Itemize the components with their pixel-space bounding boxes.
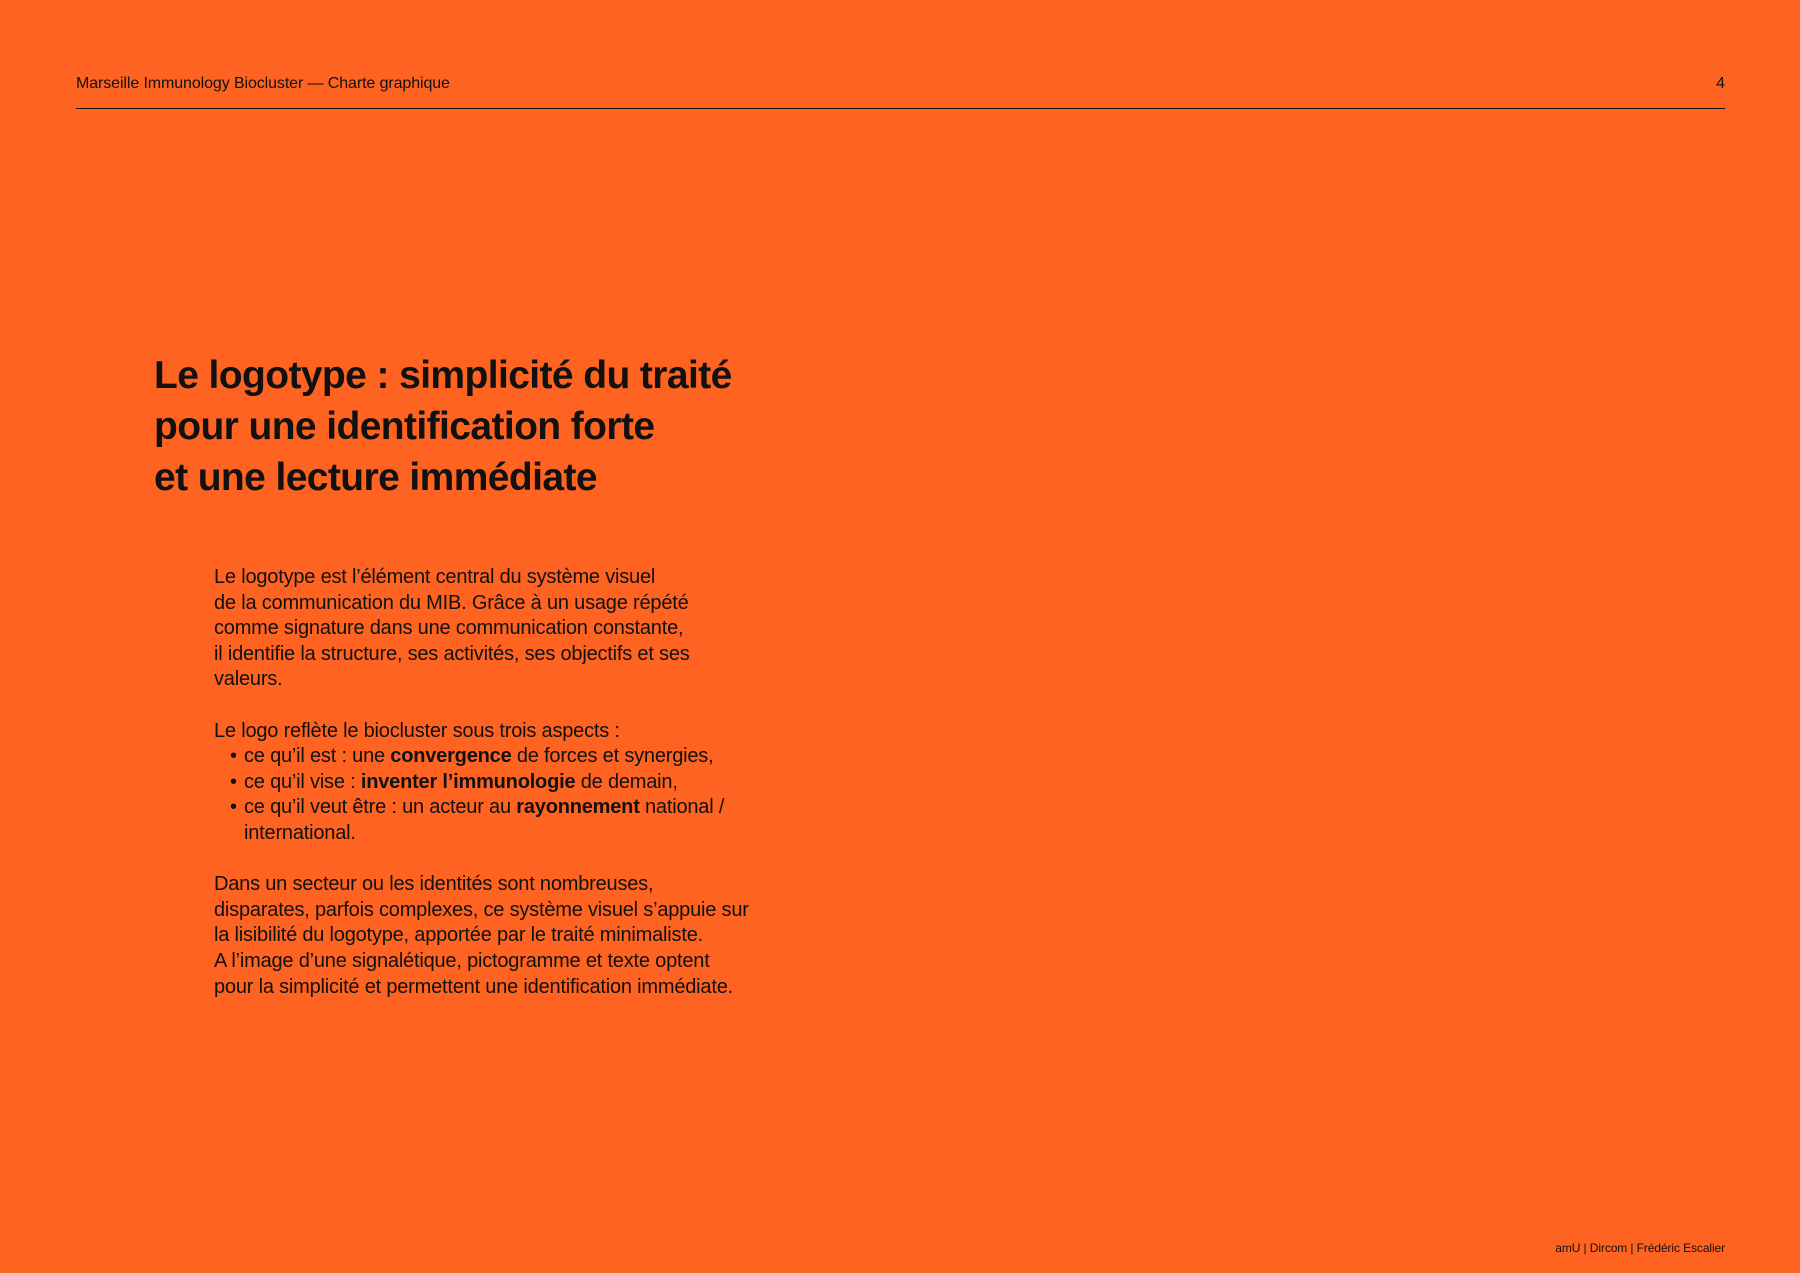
document-header-title: Marseille Immunology Biocluster — Charte graphique [76, 75, 450, 92]
heading-line: pour une identification forte [154, 405, 655, 448]
bullet-emphasis: inventer l’immunologie [360, 770, 576, 793]
heading-line: Le logotype : simplicité du traité [154, 354, 732, 397]
paragraph-line: Dans un secteur ou les identités sont nombreuses, [214, 873, 654, 896]
paragraph-line: de la communication du MIB. Grâce à un usage répété [214, 591, 689, 614]
bullet-icon: • [230, 745, 237, 768]
intro-paragraph [214, 565, 834, 693]
bullet-text: de demain, [575, 770, 678, 793]
paragraph-line: pour la simplicité et permettent une identification immédiate. [214, 975, 733, 998]
bullet-item [214, 744, 834, 770]
paragraph-spacer [214, 847, 834, 873]
bullet-emphasis: convergence [390, 745, 512, 768]
bullet-item [214, 795, 834, 821]
page-heading [154, 350, 874, 503]
bullet-item [214, 770, 834, 796]
paragraph-line: il identifie la structure, ses activités, ses objectifs et ses [214, 642, 690, 665]
bullet-emphasis: rayonnement [516, 796, 640, 819]
bullet-text: ce qu’il veut être : un acteur au [244, 796, 517, 819]
paragraph-line: Le logotype est l’élément central du système visuel [214, 566, 656, 588]
page-number: 4 [1716, 75, 1725, 92]
paragraph-line: A l’image d’une signalétique, pictogramme et texte optent [214, 949, 710, 972]
bullet-text: ce qu’il vise : [244, 770, 361, 793]
bullet-continuation: international. [244, 821, 356, 844]
paragraph-spacer [214, 693, 834, 719]
heading-line: et une lecture immédiate [154, 456, 597, 499]
conclusion-paragraph [214, 872, 834, 1000]
bullet-text: de forces et synergies, [511, 745, 714, 768]
bullet-icon: • [230, 770, 237, 793]
paragraph-line: comme signature dans une communication constante, [214, 617, 684, 640]
bullet-text: ce qu’il est : une [244, 745, 391, 768]
paragraph-line: disparates, parfois complexes, ce système visuel s’appuie sur [214, 898, 749, 921]
paragraph-line: la lisibilité du logotype, apportée par le traité minimaliste. [214, 924, 703, 947]
bullet-icon: • [230, 796, 237, 819]
paragraph-line: valeurs. [214, 668, 283, 691]
header-divider [76, 108, 1725, 109]
aspects-lead: Le logo reflète le biocluster sous trois aspects : [214, 719, 620, 742]
footer-credit: amU | Dircom | Frédéric Escalier [1555, 1241, 1725, 1255]
body-text [214, 565, 834, 1000]
aspects-paragraph [214, 719, 834, 847]
bullet-text: national / [639, 796, 725, 819]
